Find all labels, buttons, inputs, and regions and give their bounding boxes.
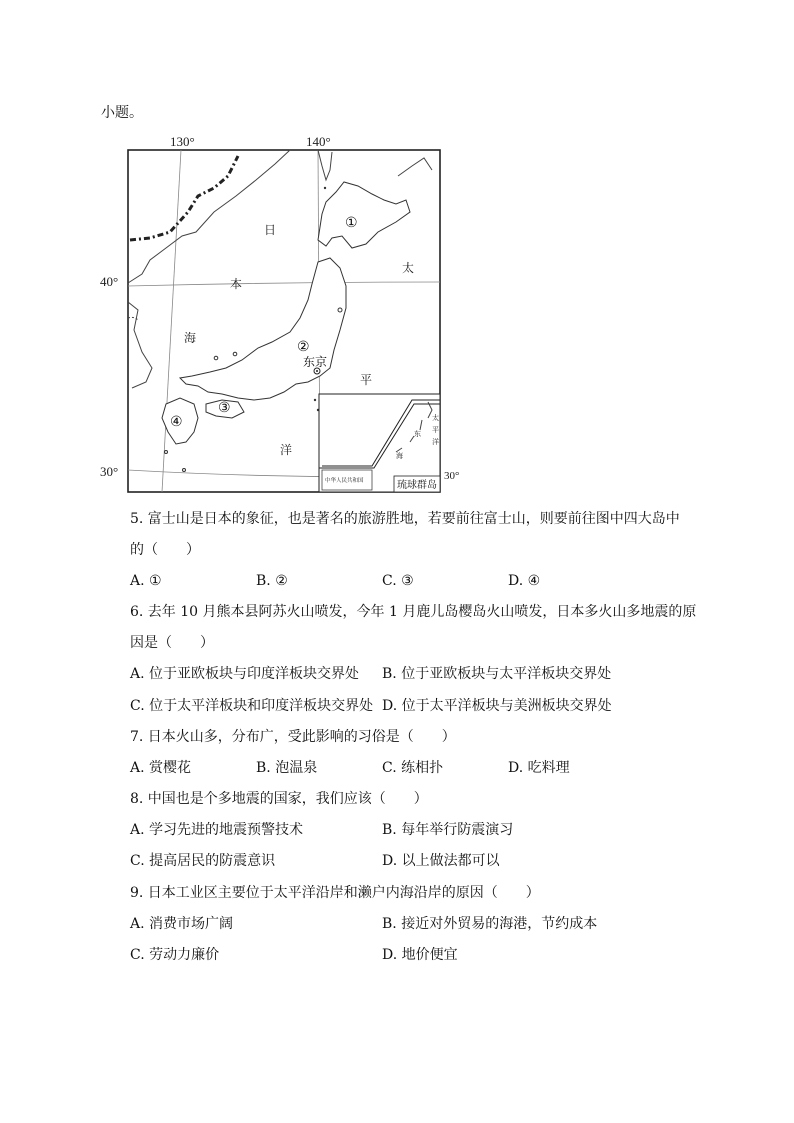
q5-option-d[interactable]: D. ④ <box>508 573 541 589</box>
q8-option-a[interactable]: A. 学习先进的地震预警技术 <box>130 822 304 838</box>
q7-option-c[interactable]: C. 练相扑 <box>382 760 444 776</box>
q5-stem-line1: 5. 富士山是日本的象征，也是著名的旅游胜地，若要前往富士山，则要前往图中四大岛中 <box>130 511 680 527</box>
city-label-tokyo: 东京 <box>303 355 328 369</box>
parallel-40 <box>128 282 440 286</box>
marker-4: ④ <box>170 414 183 430</box>
q9-stem: 9. 日本工业区主要位于太平洋沿岸和濑户内海沿岸的原因（ ） <box>130 885 540 901</box>
hokkaido-island <box>318 182 410 248</box>
q9-option-a[interactable]: A. 消费市场广阔 <box>130 916 234 932</box>
small-island <box>165 451 168 454</box>
inset-label-ping: 平 <box>432 426 439 434</box>
small-island <box>314 399 316 401</box>
kuril-coast <box>398 158 432 176</box>
small-island <box>183 469 186 472</box>
inset-label-yang: 洋 <box>432 438 439 446</box>
inset-title: 琉球群岛 <box>397 480 437 491</box>
ocean-label-tai: 太 <box>402 261 415 275</box>
marker-3: ③ <box>218 400 231 416</box>
q7-option-d[interactable]: D. 吃料理 <box>508 760 570 776</box>
marker-2: ② <box>297 339 310 355</box>
q8-option-b[interactable]: B. 每年举行防震演习 <box>382 822 514 838</box>
ocean-label-yang: 洋 <box>280 443 293 457</box>
sea-label-ri: 日 <box>264 223 277 237</box>
lon-label-140: 140° <box>306 134 331 149</box>
inset-badge-text: 中华人民共和国 <box>325 478 364 484</box>
q6-option-a[interactable]: A. 位于亚欧板块与印度洋板块交界处 <box>130 666 360 682</box>
inset-label-dong: 东 <box>414 430 421 438</box>
small-island <box>214 356 218 360</box>
japan-map <box>0 0 794 500</box>
q9-option-b[interactable]: B. 接近对外贸易的海港，节约成本 <box>382 916 598 932</box>
q5-stem-line2: 的（ ） <box>130 542 200 558</box>
q9-option-c[interactable]: C. 劳动力廉价 <box>130 947 220 963</box>
q6-option-b[interactable]: B. 位于亚欧板块与太平洋板块交界处 <box>382 666 612 682</box>
lat-label-30-right: 30° <box>444 470 460 482</box>
q7-option-b[interactable]: B. 泡温泉 <box>256 760 318 776</box>
lat-label-30: 30° <box>100 464 119 479</box>
marker-1: ① <box>345 215 358 231</box>
maritime-boundary <box>130 156 238 240</box>
inset-label-hai: 海 <box>396 452 403 460</box>
tokyo-dot <box>316 370 318 372</box>
q7-option-a[interactable]: A. 赏樱花 <box>130 760 192 776</box>
q8-stem: 8. 中国也是个多地震的国家，我们应该（ ） <box>130 791 428 807</box>
sea-label-ben: 本 <box>230 277 243 291</box>
q8-option-d[interactable]: D. 以上做法都可以 <box>382 853 500 869</box>
q6-stem-line1: 6. 去年 10 月熊本县阿苏火山喷发，今年 1 月鹿儿岛樱岛火山喷发，日本多火山多地震的原 <box>130 604 697 620</box>
lat-label-40: 40° <box>100 274 119 289</box>
lon-label-130: 130° <box>170 134 195 149</box>
sea-label-hai: 海 <box>184 331 197 345</box>
q5-option-c[interactable]: C. ③ <box>382 573 414 589</box>
korea-coast <box>128 302 152 388</box>
q6-option-c[interactable]: C. 位于太平洋板块和印度洋板块交界处 <box>130 698 374 714</box>
q6-option-d[interactable]: D. 位于太平洋板块与美洲板块交界处 <box>382 698 612 714</box>
q8-option-c[interactable]: C. 提高居民的防震意识 <box>130 853 276 869</box>
sakhalin-coast <box>318 150 332 180</box>
honshu-island <box>180 258 346 400</box>
small-island <box>324 187 326 189</box>
q5-option-b[interactable]: B. ② <box>256 573 288 589</box>
inset-label-tai: 太 <box>432 414 439 422</box>
ocean-label-ping: 平 <box>360 373 373 387</box>
q6-stem-line2: 因是（ ） <box>130 635 214 651</box>
small-island <box>233 352 237 356</box>
mainland-coast <box>128 150 290 283</box>
q7-stem: 7. 日本火山多，分布广，受此影响的习俗是（ ） <box>130 729 456 745</box>
q9-option-d[interactable]: D. 地价便宜 <box>382 947 458 963</box>
q5-option-a[interactable]: A. ① <box>130 573 162 589</box>
intro-text: 小题。 <box>101 105 143 121</box>
